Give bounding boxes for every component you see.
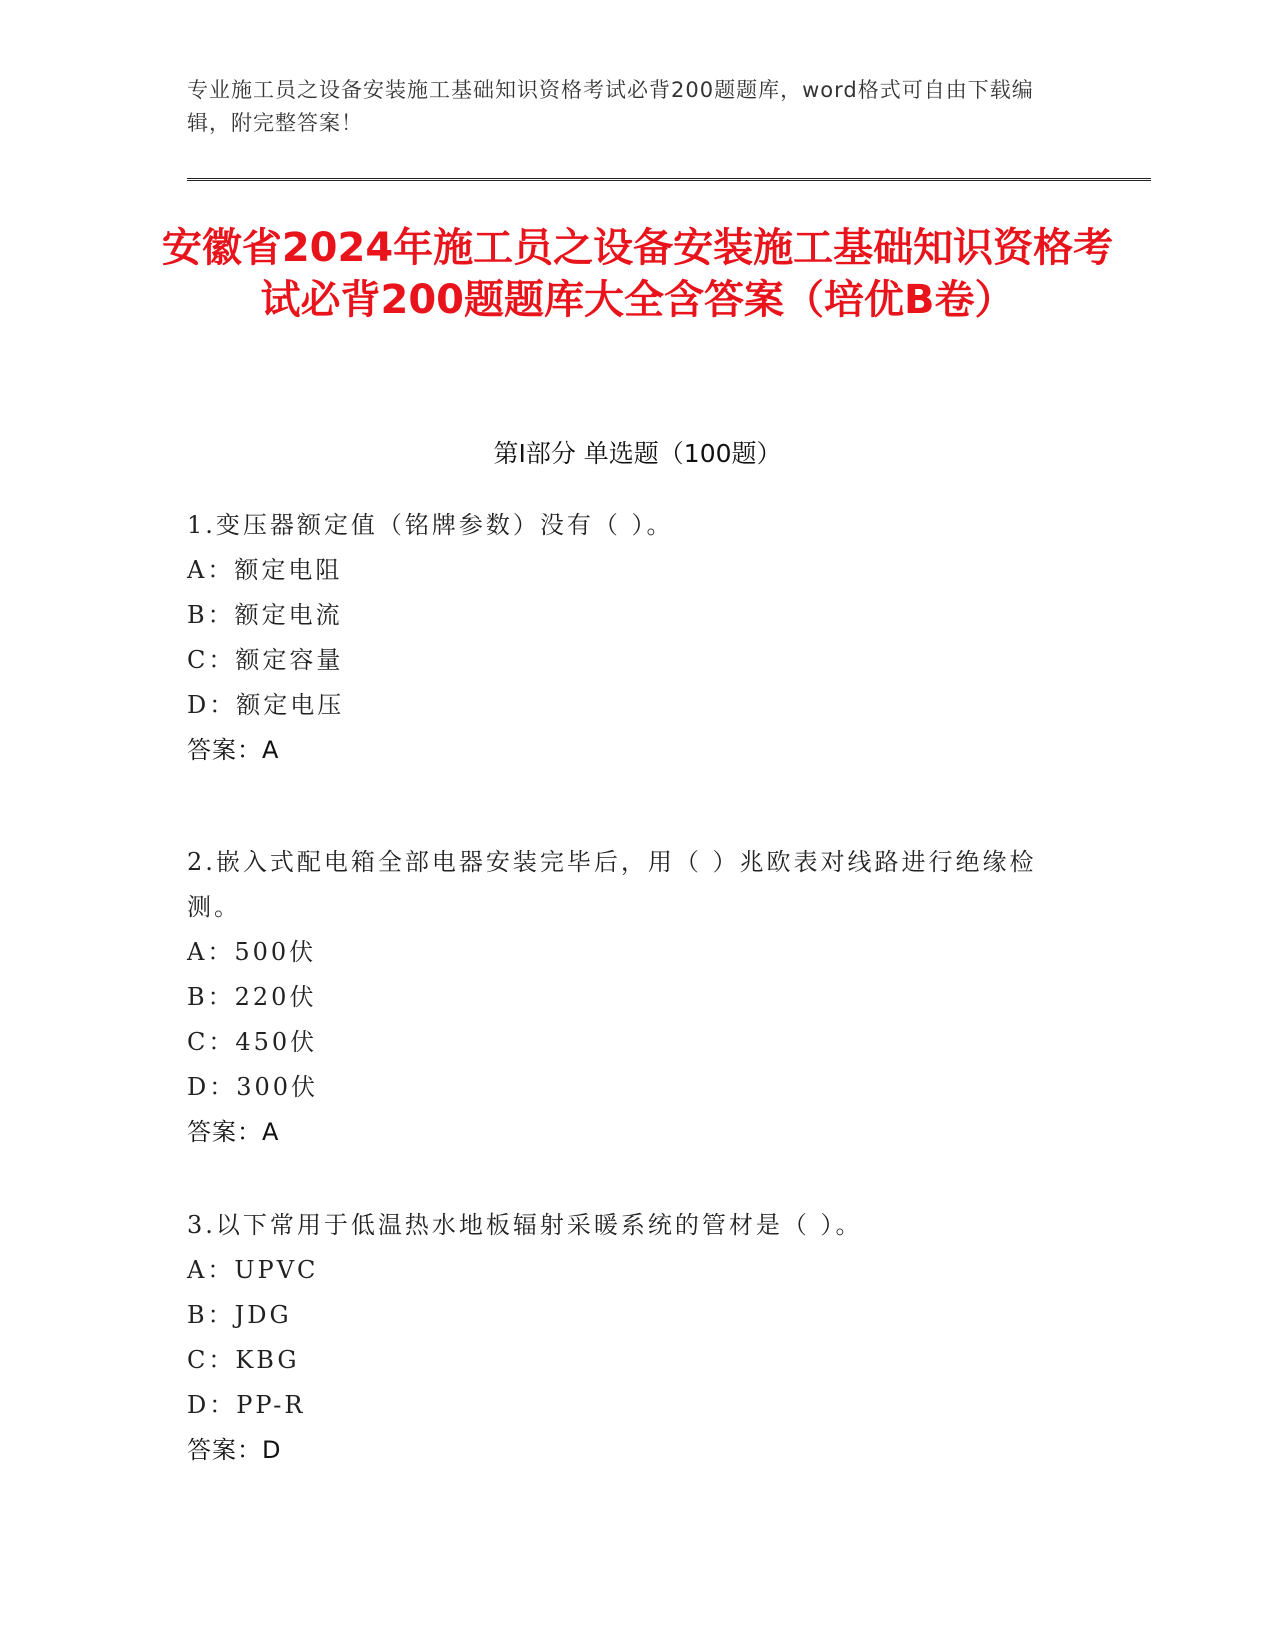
answer-line: 答案：D bbox=[187, 1436, 282, 1464]
question-1 bbox=[187, 503, 1087, 773]
header-note: 专业施工员之设备安装施工基础知识资格考试必背200题题库，word格式可自由下载编辑，附完整答案！ bbox=[187, 78, 1034, 135]
option-d: D：300伏 bbox=[187, 1073, 319, 1101]
question-stem: 1.变压器额定值（铭牌参数）没有（ ）。 bbox=[187, 511, 674, 539]
option-b: B：JDG bbox=[187, 1301, 292, 1329]
option-c: C：KBG bbox=[187, 1346, 300, 1374]
option-a: A：500伏 bbox=[187, 938, 317, 966]
option-b: B：220伏 bbox=[187, 983, 317, 1011]
question-2 bbox=[187, 840, 1087, 1155]
header-divider bbox=[187, 178, 1151, 181]
document-title: 安徽省2024年施工员之设备安装施工基础知识资格考试必背200题题库大全含答案（培优B卷） bbox=[161, 225, 1114, 323]
answer-line: 答案：A bbox=[187, 736, 280, 764]
option-b: B：额定电流 bbox=[187, 601, 343, 629]
option-d: D：额定电压 bbox=[187, 691, 345, 719]
question-3 bbox=[187, 1203, 1087, 1473]
option-c: C：额定容量 bbox=[187, 646, 344, 674]
question-stem: 3.以下常用于低温热水地板辐射采暖系统的管材是（ ）。 bbox=[187, 1211, 863, 1239]
option-a: A：UPVC bbox=[187, 1256, 319, 1284]
option-c: C：450伏 bbox=[187, 1028, 318, 1056]
section-title: 第Ⅰ部分 单选题（100题） bbox=[493, 439, 782, 468]
answer-line: 答案：A bbox=[187, 1118, 280, 1146]
option-d: D：PP-R bbox=[187, 1391, 306, 1419]
question-stem: 2.嵌入式配电箱全部电器安装完毕后，用（ ）兆欧表对线路进行绝缘检测。 bbox=[187, 848, 1037, 921]
option-a: A：额定电阻 bbox=[187, 556, 343, 584]
